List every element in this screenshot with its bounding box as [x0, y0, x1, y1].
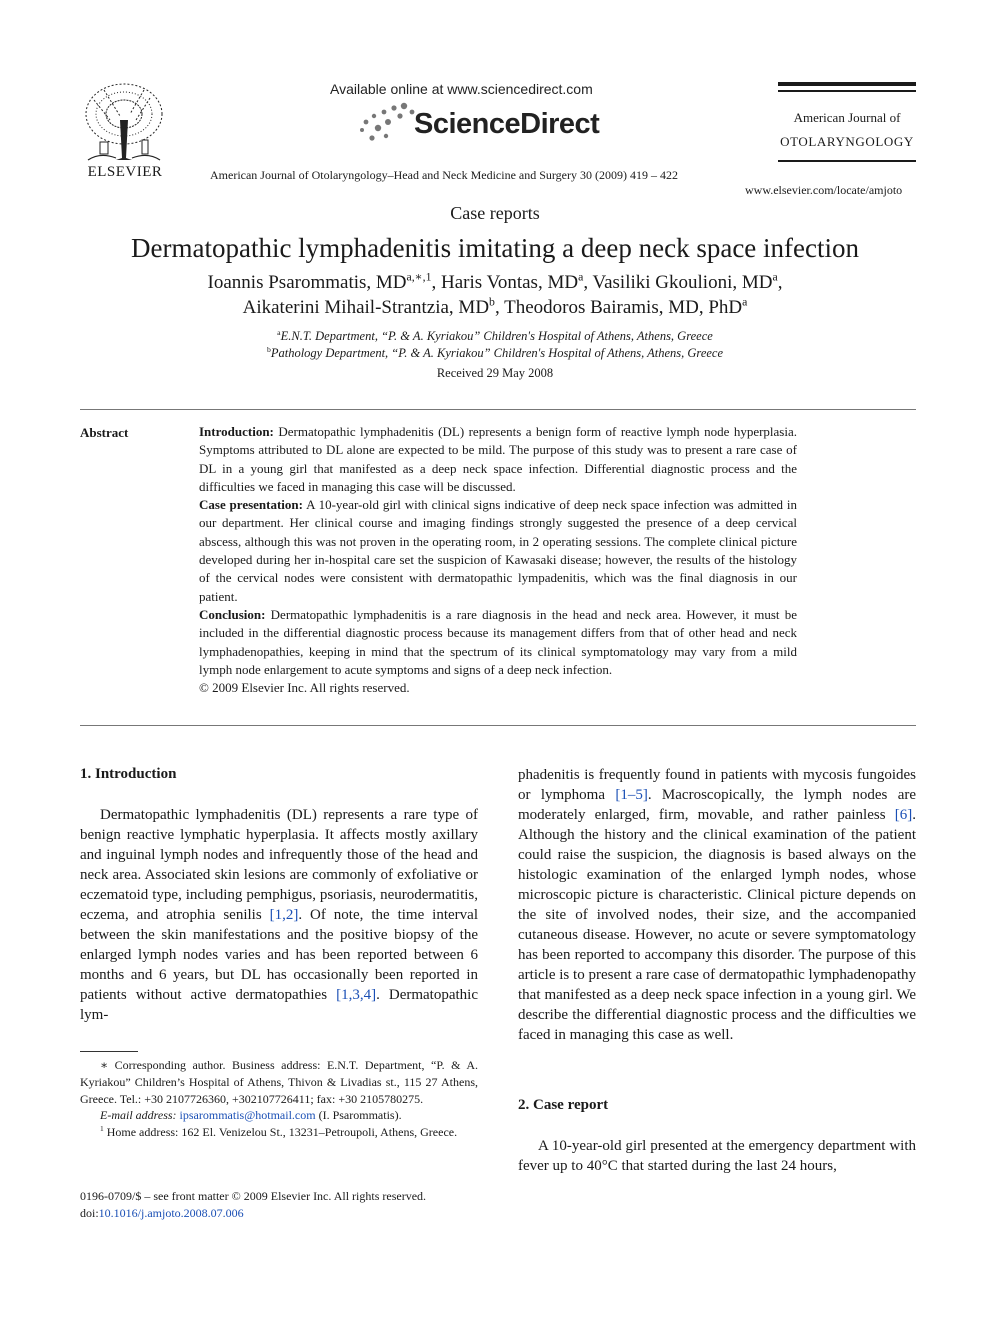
affiliation-text: E.N.T. Department, “P. & A. Kyriakou” Children's Hospital of Athens, Athens, Greece	[280, 329, 713, 343]
abstract-top-rule	[80, 409, 916, 410]
footnotes	[80, 1057, 478, 1141]
affiliation-mark: b	[266, 344, 271, 354]
journal-logo-bar	[778, 160, 916, 162]
affiliation-mark: a	[277, 327, 281, 337]
introduction-continued-paragraph	[518, 765, 916, 1045]
paragraph-text: phadenitis is frequently found in patients with mycosis fungoides or lymphoma	[518, 767, 916, 803]
journal-citation: American Journal of Otolaryngology–Head and Neck Medicine and Surgery 30 (2009) 419 – 422	[210, 168, 678, 182]
footnote-text: (I. Psarommatis).	[315, 1108, 402, 1123]
case-report-paragraph	[518, 1136, 916, 1176]
email-label: E-mail address:	[100, 1108, 177, 1123]
paragraph-text: A 10-year-old girl presented at the emergency department with fever up to 40°C that started during the last 24 hours,	[518, 1138, 916, 1174]
affiliation	[0, 346, 990, 361]
journal-logo-line2: OTOLARYNGOLOGY	[780, 134, 914, 149]
author-list	[0, 272, 990, 294]
introduction-paragraph	[80, 805, 478, 1025]
doi-line	[80, 1205, 426, 1222]
received-date: Received 29 May 2008	[436, 366, 554, 380]
citation-link[interactable]: [1,2]	[269, 907, 299, 923]
paragraph-text: Dermatopathic lymphadenitis (DL) represents a rare type of benign reactive lymphatic hyperplasia. It affects mostly axillary and inguinal lymph nodes and infrequently those of the head and neck area. Associated skin lesions are commonly of exfoliative or eczematoid type, including pemphigus, psoriasis, neurodermatitis, eczema, and atrophia senilis	[80, 807, 478, 923]
citation-link[interactable]: [6]	[894, 807, 913, 823]
abstract-label: Abstract	[80, 425, 129, 440]
abstract-bottom-rule	[80, 725, 916, 726]
doi-label: doi:	[80, 1206, 99, 1220]
journal-logo-bar	[778, 82, 916, 86]
author-name[interactable]: Haris Vontas, MD	[441, 272, 579, 293]
section-heading-case-report: 2. Case report	[518, 1097, 609, 1113]
author-separator: ,	[583, 272, 593, 293]
sciencedirect-logo	[356, 100, 600, 148]
sciencedirect-dots-icon	[356, 100, 416, 144]
footnote-text: Corresponding author. Business address: E.N.T. Department, “P. & A. Kyriakou” Children’s Hospital of Athens, Thivon & Livadias st., 115 27 Athens, Greece. Tel.: +30 2107726360, +302107726411; fax: +30 2105780275.	[80, 1058, 478, 1106]
section-heading-introduction: 1. Introduction	[80, 766, 177, 782]
journal-logo-bar	[778, 90, 916, 92]
citation-link[interactable]: [1,3,4]	[336, 987, 377, 1003]
abstract-case-presentation	[199, 496, 797, 606]
section-label: Case reports	[450, 203, 540, 223]
author-affiliation-mark[interactable]: a	[772, 270, 778, 284]
abstract-conclusion-label: Conclusion:	[199, 606, 266, 622]
author-name[interactable]: Vasiliki Gkoulioni, MD	[592, 272, 773, 293]
abstract-conclusion	[199, 606, 797, 679]
abstract-case-label: Case presentation:	[199, 497, 303, 513]
abstract-introduction	[199, 423, 797, 496]
doi-link[interactable]: 10.1016/j.amjoto.2008.07.006	[98, 1206, 244, 1220]
front-matter-text: 0196-0709/$ – see front matter © 2009 Elsevier Inc. All rights reserved.	[80, 1189, 427, 1203]
citation-link[interactable]: [1–5]	[615, 787, 648, 803]
author-separator: ,	[431, 272, 442, 293]
author-affiliation-mark[interactable]: a	[742, 295, 748, 309]
abstract-copyright: © 2009 Elsevier Inc. All rights reserved.	[199, 680, 410, 696]
author-name[interactable]: Aikaterini Mihail-Strantzia, MD	[242, 297, 490, 318]
sciencedirect-wordmark: ScienceDirect	[414, 108, 600, 140]
affiliation-text: Pathology Department, “P. & A. Kyriakou” Children's Hospital of Athens, Athens, Greece	[270, 346, 724, 360]
author-name[interactable]: Ioannis Psarommatis, MD	[207, 272, 407, 293]
author-affiliation-mark[interactable]: b	[489, 295, 495, 309]
email-note	[80, 1107, 478, 1124]
journal-url-link[interactable]: www.elsevier.com/locate/amjoto	[745, 183, 903, 197]
author-affiliation-mark[interactable]: a	[578, 270, 584, 284]
abstract-case-text: A 10-year-old girl with clinical signs indicative of deep neck space infection was admitted in our department. Her clinical course and imaging findings strongly suggested the presence of a deep cervical abscess, although this was not proven in the operating room, in 2 operating sessions. The complete clinical picture developed during her in-hospital care set the suspicion of Kawasaki disease; however, the results of the histology of the cervical nodes were consistent with dermatopathic lympadenitis, which was the final diagnosis in our patient.	[199, 497, 798, 604]
footnote-text: Home address: 162 El. Venizelou St., 13231–Petroupoli, Athens, Greece.	[103, 1125, 458, 1140]
email-link[interactable]: ipsarommatis@hotmail.com	[179, 1108, 316, 1123]
corresponding-author-note	[80, 1057, 478, 1107]
author-name[interactable]: Theodoros Bairamis, MD, PhD	[504, 297, 743, 318]
paragraph-text: . Although the history and the clinical examination of the patient could raise the suspicion, the diagnosis is based always on the histologic examination of the enlarged lymph nodes, whose microscopic picture is characteristic. Clinical picture depends on the site of involved nodes, their size, and the accompanied cutaneous disease. However, no acute or severe symptomatology has been reported to accompany this disorder. The purpose of this article is to present a rare case of dermatopathic lymphadenopathy that manifested as a deep neck space infection in a young girl. We describe the differential diagnostic process and the difficulties we faced in managing this case as well.	[518, 807, 916, 1043]
footnote-mark: 1	[100, 1124, 104, 1134]
paragraph-text: . Macroscopically, the lymph nodes are moderately enlarged, firm, movable, and rather painless	[518, 787, 917, 823]
author-affiliation-mark[interactable]: a,∗,1	[406, 270, 432, 284]
author-list	[0, 297, 990, 319]
journal-logo-line1: American Journal of	[793, 110, 901, 125]
footnote-mark: ∗	[100, 1058, 109, 1072]
available-online-text: Available online at www.sciencedirect.com	[330, 81, 593, 97]
paper-title: Dermatopathic lymphadenitis imitating a deep neck space infection	[131, 233, 859, 263]
publisher-name: ELSEVIER	[87, 164, 163, 180]
affiliation	[0, 329, 990, 344]
front-matter	[80, 1188, 426, 1222]
abstract-intro-text: Dermatopathic lymphadenitis (DL) represents a benign form of reactive lymph node hyperplasia. Symptoms attributed to DL alone are expected to be mild. The purpose of this study was to present a rare case of DL in a young girl that manifested as a deep neck space infection. Differential diagnostic process and the difficulties we faced in managing this case will be discussed.	[199, 424, 797, 494]
home-address-note	[80, 1124, 478, 1141]
footnote-rule	[80, 1051, 138, 1052]
paragraph-text: . Of note, the time interval between the skin manifestations and the positive biopsy of the enlarged lymph nodes varies and has been reported between 6 months and 6 years, but DL has occasionally been reported in patients without active dermatopathies	[80, 907, 478, 1003]
abstract-body	[199, 423, 797, 697]
paragraph-text: . Dermatopathic lym-	[80, 987, 478, 1023]
abstract-conclusion-text: Dermatopathic lymphadenitis is a rare diagnosis in the head and neck area. However, it must be included in the differential diagnostic process because its management differs from that of other head and neck lymphadenopathies, keeping in mind that the spectrum of its clinical symptomatology may vary from a mild lymph node enlargement to acute symptoms and signs of a deep neck infection.	[199, 606, 797, 677]
author-separator: ,	[494, 297, 505, 318]
abstract-intro-label: Introduction:	[199, 424, 274, 439]
author-separator: ,	[777, 272, 783, 293]
